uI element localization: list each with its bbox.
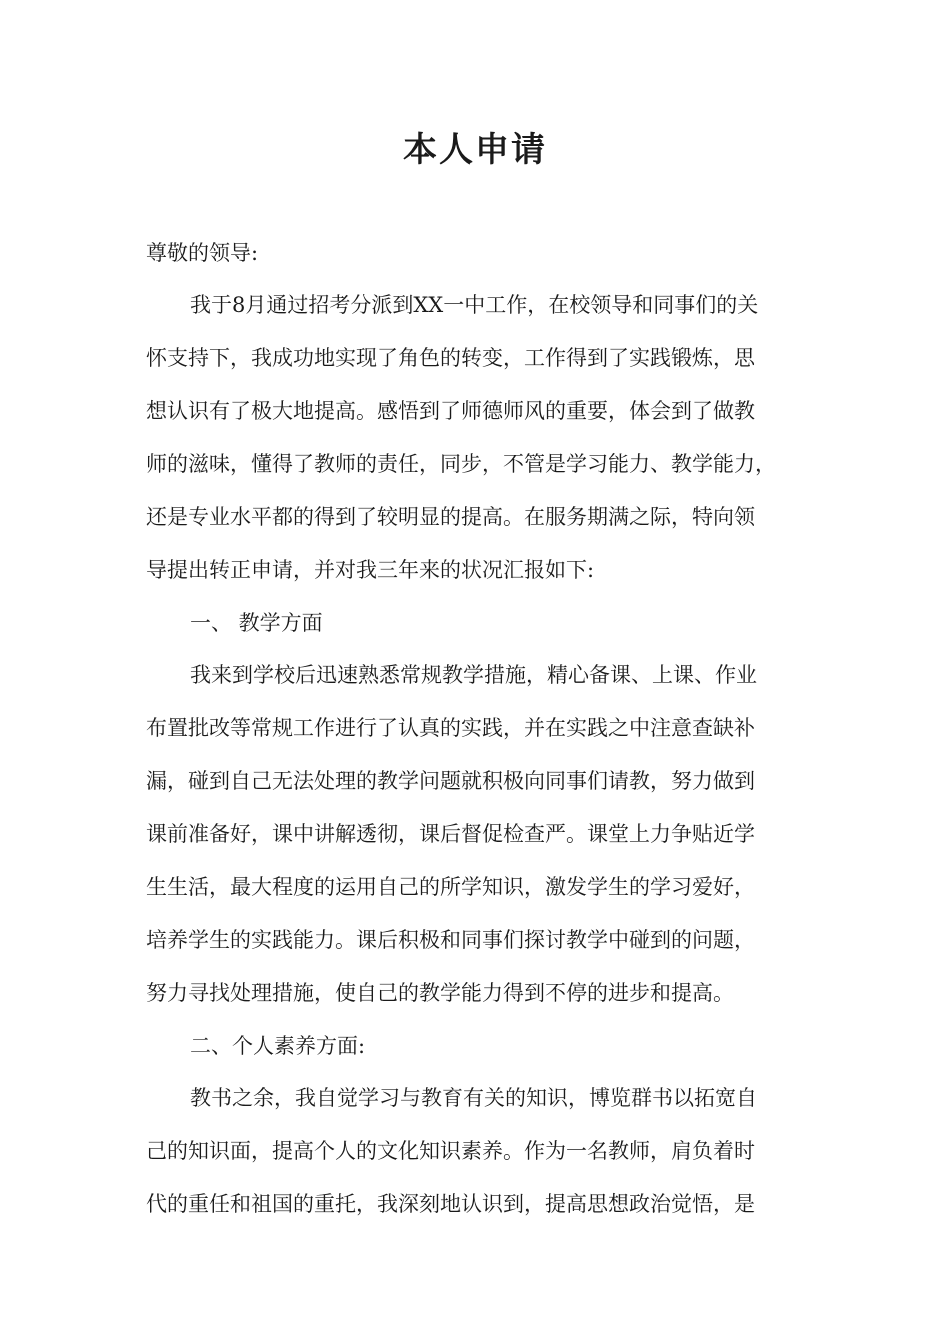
section-heading: 一、 教学方面 xyxy=(190,611,323,635)
paragraph-line: 培养学生的实践能力。课后积极和同事们探讨教学中碰到的问题， xyxy=(146,928,755,952)
paragraph-line: 导提出转正申请，并对我三年来的状况汇报如下: xyxy=(146,558,595,582)
document-title: 本人申请 xyxy=(403,130,547,170)
section-heading: 二、个人素养方面: xyxy=(190,1034,366,1058)
paragraph-line: 还是专业水平都的得到了较明显的提高。在服务期满之际，特向领 xyxy=(146,505,755,529)
paragraph-line: 我来到学校后迅速熟悉常规教学措施，精心备课、上课、作业 xyxy=(190,663,757,687)
paragraph-line: 生生活，最大程度的运用自己的所学知识，激发学生的学习爱好， xyxy=(146,875,755,899)
paragraph-line: 教书之余，我自觉学习与教育有关的知识，博览群书以拓宽自 xyxy=(190,1086,757,1110)
paragraph-line: 代的重任和祖国的重托，我深刻地认识到，提高思想政治觉悟，是 xyxy=(146,1192,755,1216)
paragraph-line: 课前准备好，课中讲解透彻，课后督促检查严。课堂上力争贴近学 xyxy=(146,822,755,846)
paragraph-line: 漏，碰到自己无法处理的教学问题就积极向同事们请教，努力做到 xyxy=(146,769,755,793)
paragraph-line: 己的知识面，提高个人的文化知识素养。作为一名教师，肩负着时 xyxy=(146,1139,755,1163)
paragraph-line: 怀支持下，我成功地实现了角色的转变，工作得到了实践锻炼，思 xyxy=(146,346,755,370)
salutation: 尊敬的领导: xyxy=(146,241,259,265)
paragraph-line: 我于8月通过招考分派到XX一中工作，在校领导和同事们的关 xyxy=(190,293,759,317)
paragraph-line: 布置批改等常规工作进行了认真的实践，并在实践之中注意查缺补 xyxy=(146,716,755,740)
paragraph-line: 想认识有了极大地提高。感悟到了师德师风的重要，体会到了做教 xyxy=(146,399,755,423)
paragraph-line: 努力寻找处理措施，使自己的教学能力得到不停的进步和提高。 xyxy=(146,981,734,1005)
paragraph-line: 师的滋味，懂得了教师的责任，同步，不管是学习能力、教学能力， xyxy=(146,452,776,476)
